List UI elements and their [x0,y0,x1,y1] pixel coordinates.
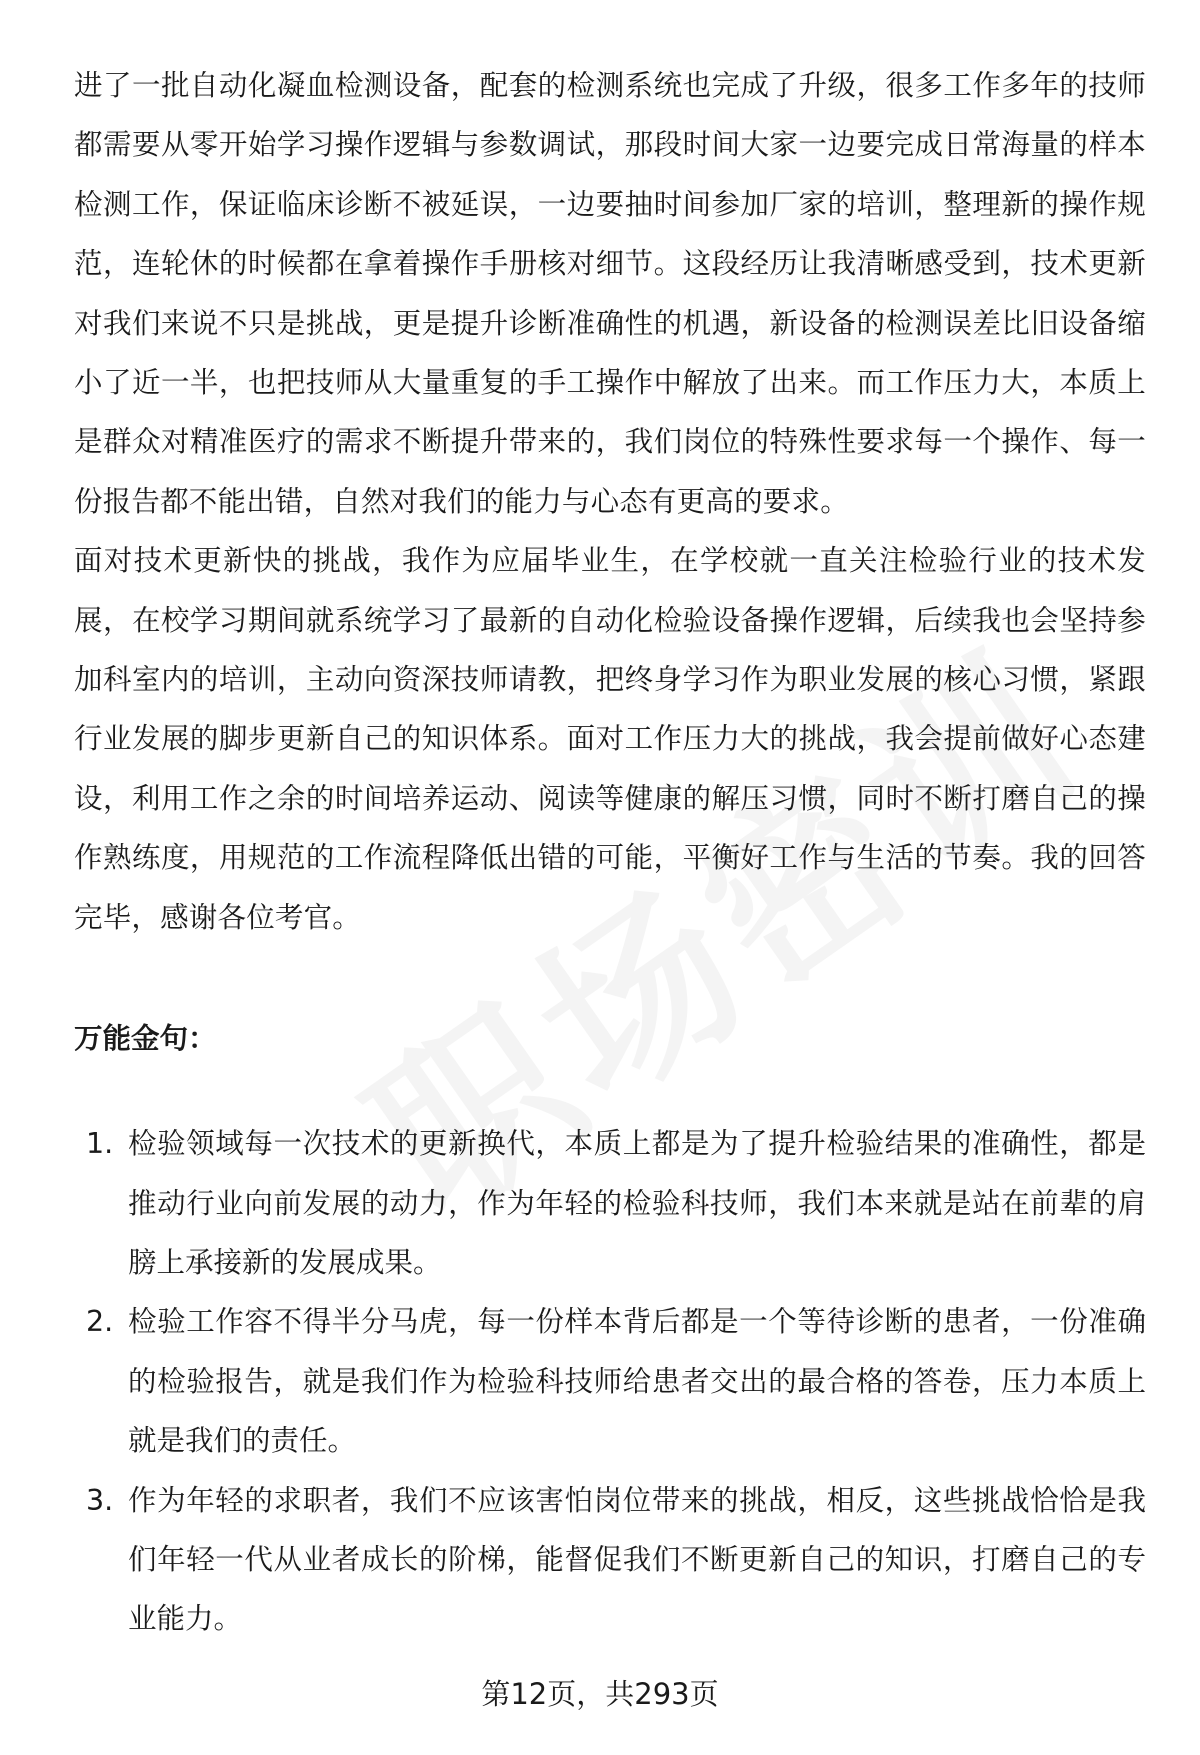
page-content [74,56,1146,1649]
list-item [74,1471,1146,1649]
list-item [74,1114,1146,1292]
list-item-text: 检验工作容不得半分马虎，每一份样本背后都是一个等待诊断的患者，一份准确的检验报告，就是我们作为检验科技师给患者交出的最合格的答卷，压力本质上就是我们的责任。 [128,1305,1146,1458]
paragraph-2: 面对技术更新快的挑战，我作为应届毕业生，在学校就一直关注检验行业的技术发展，在校学习期间就系统学习了最新的自动化检验设备操作逻辑，后续我也会坚持参加科室内的培训，主动向资深技师请教，把终身学习作为职业发展的核心习惯，紧跟行业发展的脚步更新自己的知识体系。面对工作压力大的挑战，我会提前做好心态建设，利用工作之余的时间培养运动、阅读等健康的解压习惯，同时不断打磨自己的操作熟练度，用规范的工作流程降低出错的可能，平衡好工作与生活的节奏。我的回答完毕，感谢各位考官。 [74,544,1146,934]
list-item-number: 2. [86,1305,114,1339]
list-item [74,1292,1146,1470]
list-item-text: 作为年轻的求职者，我们不应该害怕岗位带来的挑战，相反，这些挑战恰恰是我们年轻一代从业者成长的阶梯，能督促我们不断更新自己的知识，打磨自己的专业能力。 [128,1483,1146,1636]
paragraph-1: 进了一批自动化凝血检测设备，配套的检测系统也完成了升级，很多工作多年的技师都需要从零开始学习操作逻辑与参数调试，那段时间大家一边要完成日常海量的样本检测工作，保证临床诊断不被延误，一边要抽时间参加厂家的培训，整理新的操作规范，连轮休的时候都在拿着操作手册核对细节。这段经历让我清晰感受到，技术更新对我们来说不只是挑战，更是提升诊断准确性的机遇，新设备的检测误差比旧设备缩小了近一半，也把技师从大量重复的手工操作中解放了出来。而工作压力大，本质上是群众对精准医疗的需求不断提升带来的，我们岗位的特殊性要求每一个操作、每一份报告都不能出错，自然对我们的能力与心态有更高的要求。 [74,69,1146,518]
list-item-number: 1. [86,1127,114,1161]
list-item-number: 3. [86,1483,114,1517]
page-number: 第12页，共293页 [481,1677,719,1711]
quote-list [74,1114,1146,1649]
list-item-text: 检验领域每一次技术的更新换代，本质上都是为了提升检验结果的准确性，都是推动行业向前发展的动力，作为年轻的检验科技师，我们本来就是站在前辈的肩膀上承接新的发展成果。 [128,1127,1146,1279]
section-heading: 万能金句： [74,1022,217,1056]
